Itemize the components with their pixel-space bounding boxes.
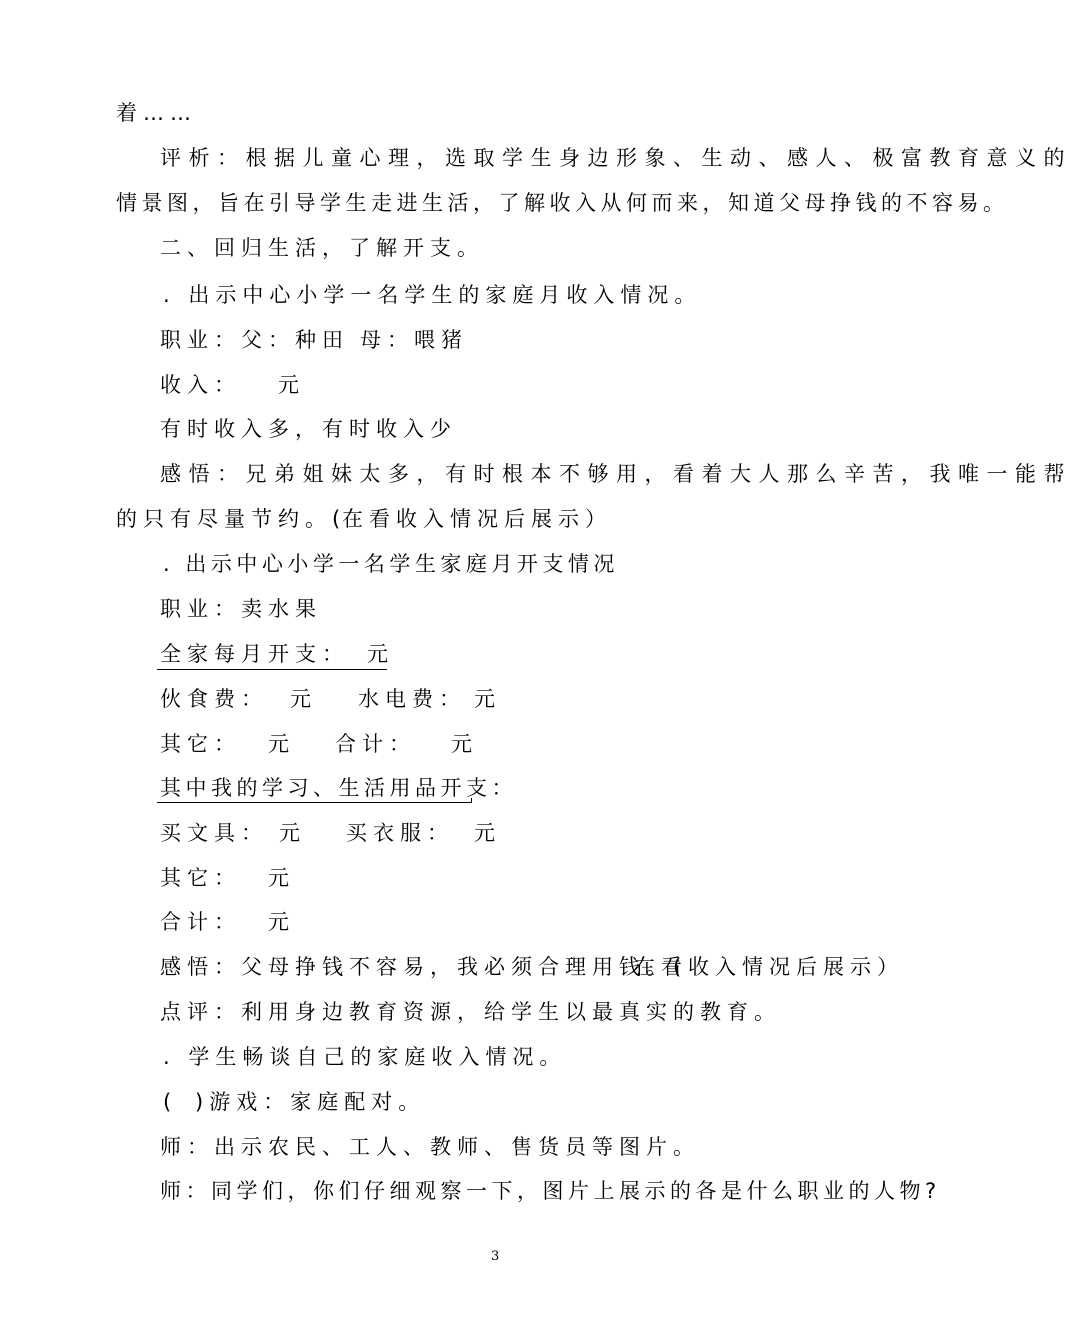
text-span: 元 [279,821,306,845]
text-span: 伙食费： [160,687,268,711]
text-line: 情景图，旨在引导学生走进生活，了解收入从何而来，知道父母挣钱的不容易。 [116,191,1009,215]
text-span: 的只有尽量节约。( [116,507,347,531]
text-span: 其它： [160,732,241,756]
underline-rule [157,802,471,803]
text-span: 元 [367,642,394,666]
text-line: 其中我的学习、生活用品开支： [160,776,517,800]
text-span: 元 [268,866,295,890]
text-line: 点评：利用身边教育资源，给学生以最真实的教育。 [160,1000,781,1024]
text-line: 职业：卖水果 [160,597,322,621]
text-span: 职业：父：种田 [160,328,349,352]
text-span: 元 [474,821,501,845]
text-span: 在看收入情况后展示） [634,955,904,979]
text-span: 全家每月开支： [160,642,349,666]
text-span: 元 [290,687,317,711]
text-span: ( [163,1090,178,1114]
text-span: )游戏：家庭配对。 [195,1090,426,1114]
text-span: 买文具： [160,821,268,845]
text-line: 师：出示农民、工人、教师、售货员等图片。 [160,1135,700,1159]
rule-end-mark [471,798,472,803]
text-line: 感悟：兄弟姐妹太多，有时根本不够用，看着大人那么辛苦，我唯一能帮 [160,462,1072,486]
text-span: 在看收入情况后展示） [342,507,612,531]
text-span: 元 [278,373,305,397]
text-span: 水电费： [358,687,466,711]
section-heading: 二、回归生活，了解开支。 [160,236,484,260]
text-span: 元 [474,687,501,711]
text-span: 元 [268,732,295,756]
text-span: 合计： [335,732,416,756]
text-span: 其它： [160,866,241,890]
text-line: 师：同学们，你们仔细观察一下，图片上展示的各是什么职业的人物? [160,1179,941,1203]
text-span: 收入： [160,373,241,397]
text-span: 母：喂猪 [360,328,468,352]
text-span: 买衣服： [346,821,454,845]
text-line: 评析：根据儿童心理，选取学生身边形象、生动、感人、极富教育意义的 [160,146,1072,170]
page-number: 3 [491,1249,500,1264]
text-span: 元 [268,910,295,934]
text-span: 合计： [160,910,241,934]
text-line: . 出示中心小学一名学生的家庭月收入情况。 [163,283,702,307]
text-line: . 学生畅谈自己的家庭收入情况。 [163,1045,567,1069]
text-span: 元 [451,732,478,756]
text-span: 感悟：父母挣钱不容易，我必须合理用钱。( [160,955,688,979]
text-line: 着…… [116,101,197,125]
text-line: . 出示中心小学一名学生家庭月开支情况 [163,552,619,576]
underline-rule [157,669,387,670]
text-line: 有时收入多，有时收入少 [160,417,457,441]
